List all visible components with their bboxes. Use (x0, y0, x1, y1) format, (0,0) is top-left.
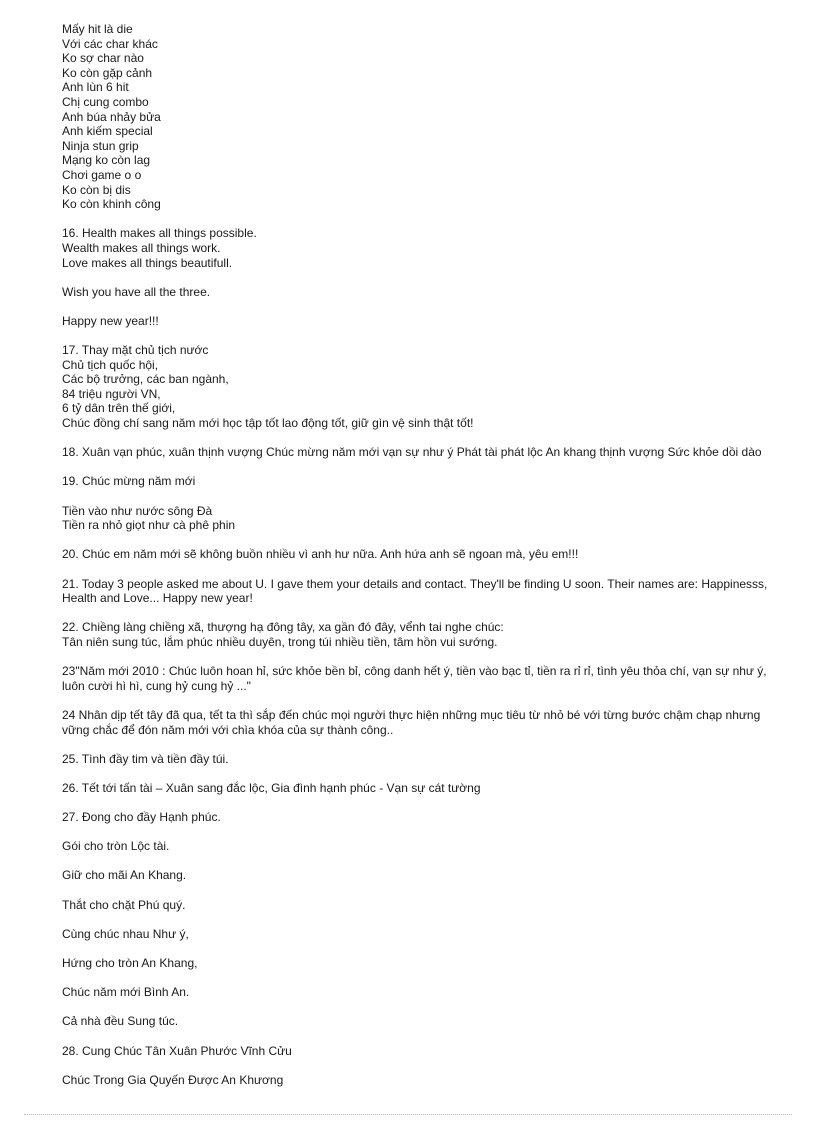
text-line: 23"Năm mới 2010 : Chúc luôn hoan hỉ, sức khỏe bền bỉ, công danh hết ý, tiền vào bạc tỉ, tiền ra rỉ rỉ, tình yêu thỏa chí, vạn sự như ý, (62, 664, 767, 679)
text-line: Health and Love... Happy new year! (62, 591, 253, 606)
text-line: Ninja stun grip (62, 138, 139, 153)
text-line: Happy new year!!! (62, 313, 159, 328)
text-line: Gói cho tròn Lộc tài. (62, 839, 170, 854)
text-line: 6 tỷ dân trên thế giới, (62, 401, 176, 416)
text-line: Ko còn gặp cảnh (62, 65, 153, 80)
text-line: 20. Chúc em năm mới sẽ không buồn nhiều vì anh hư nữa. Anh hứa anh sẽ ngoan mà, yêu em!!! (62, 547, 579, 562)
text-line: Tiền vào như nước sông Đà (62, 503, 213, 518)
blank-line (62, 737, 786, 752)
text-line: Anh lùn 6 hit (62, 80, 129, 95)
text-line: 16. Health makes all things possible. (62, 226, 257, 241)
text-line: Với các char khác (62, 36, 158, 51)
blank-line (62, 533, 786, 548)
blank-line (62, 650, 786, 665)
text-line: 18. Xuân vạn phúc, xuân thịnh vượng Chúc mừng năm mới vạn sự như ý Phát tài phát lộc An khang thịnh vượng Sức khỏe dồi dào (62, 445, 762, 460)
text-line: Cả nhà đều Sung túc. (62, 1014, 179, 1029)
blank-line (62, 693, 786, 708)
blank-line (62, 212, 786, 227)
text-line: Love makes all things beautifull. (62, 255, 233, 270)
text-line: Chơi game o o (62, 167, 142, 182)
blank-line (62, 766, 786, 781)
blank-line (62, 606, 786, 621)
text-line: Anh kiếm special (62, 124, 153, 139)
blank-line (62, 854, 786, 869)
text-line: 21. Today 3 people asked me about U. I gave them your details and contact. They'll be finding U soon. Their names are: Happinesss, (62, 576, 768, 591)
text-line: 19. Chúc mừng năm mới (62, 474, 196, 489)
text-line: Chúc Trong Gia Quyến Được An Khương (62, 1072, 284, 1087)
text-line: 25. Tình đầy tim và tiền đầy túi. (62, 751, 229, 766)
text-line: Tiền ra nhỏ giọt như cà phê phin (62, 518, 236, 533)
text-line: Chúc năm mới Bình An. (62, 985, 190, 1000)
text-line: 24 Nhân dịp tết tây đã qua, tết ta thì sắp đến chúc mọi người thực hiện những mục tiêu từ nhỏ bé với từng bước chậm chạp nhưng (62, 707, 761, 722)
text-line: Ko còn bị dis (62, 182, 131, 197)
text-line: Mấy hit là die (62, 22, 133, 36)
text-line: 27. Đong cho đầy Hạnh phúc. (62, 810, 221, 825)
blank-line (62, 562, 786, 577)
blank-line (62, 431, 786, 446)
text-line: luôn cười hì hì, cung hỷ cung hỷ ..." (62, 678, 251, 693)
blank-line (62, 328, 786, 343)
blank-line (62, 883, 786, 898)
text-line: Cùng chúc nhau Như ý, (62, 926, 189, 941)
text-line: Mạng ko còn lag (62, 153, 151, 168)
blank-line (62, 971, 786, 986)
text-line: Ko sợ char nào (62, 51, 144, 66)
blank-line (62, 912, 786, 927)
blank-line (62, 489, 786, 504)
page-footer-rule (24, 1114, 792, 1115)
text-line: Hứng cho tròn An Khang, (62, 956, 198, 970)
text-line: 22. Chiềng làng chiềng xã, thượng hạ đông tây, xa gần đó đây, vểnh tai nghe chúc: (62, 620, 504, 635)
text-line: Wish you have all the three. (62, 284, 211, 299)
blank-line (62, 825, 786, 840)
text-line: Chúc đồng chí sang năm mới học tập tốt lao động tốt, giữ gìn vệ sinh thật tốt! (62, 416, 474, 431)
blank-line (62, 270, 786, 285)
text-line: Anh búa nhảy bửa (62, 109, 161, 124)
blank-line (62, 1029, 786, 1044)
blank-line (62, 941, 786, 956)
text-line: 84 triệu người VN, (62, 386, 161, 401)
text-line: Ko còn khinh công (62, 197, 161, 212)
blank-line (62, 299, 786, 314)
blank-line (62, 1000, 786, 1015)
text-line: Chủ tịch quốc hội, (62, 357, 159, 372)
text-line: Wealth makes all things work. (62, 240, 221, 255)
text-line: Giữ cho mãi An Khang. (62, 868, 187, 883)
text-line: 28. Cung Chúc Tân Xuân Phước Vĩnh Cửu (62, 1043, 292, 1058)
text-line: Các bộ trưởng, các ban ngành, (62, 372, 229, 387)
document-body (62, 22, 786, 1087)
text-line: 26. Tết tới tấn tài – Xuân sang đắc lộc, Gia đình hạnh phúc - Vạn sự cát tường (62, 780, 481, 795)
text-line: vững chắc để đón năm mới với chìa khóa của sự thành công.. (62, 722, 394, 737)
text-line: Chị cung combo (62, 94, 149, 109)
blank-line (62, 460, 786, 475)
text-line: 17. Thay mặt chủ tịch nước (62, 343, 209, 358)
blank-line (62, 795, 786, 810)
text-line: Thắt cho chặt Phú quý. (62, 897, 186, 912)
text-line: Tân niên sung túc, lắm phúc nhiều duyên, trong túi nhiều tiền, tâm hồn vui sướng. (62, 634, 498, 649)
blank-line (62, 1058, 786, 1073)
